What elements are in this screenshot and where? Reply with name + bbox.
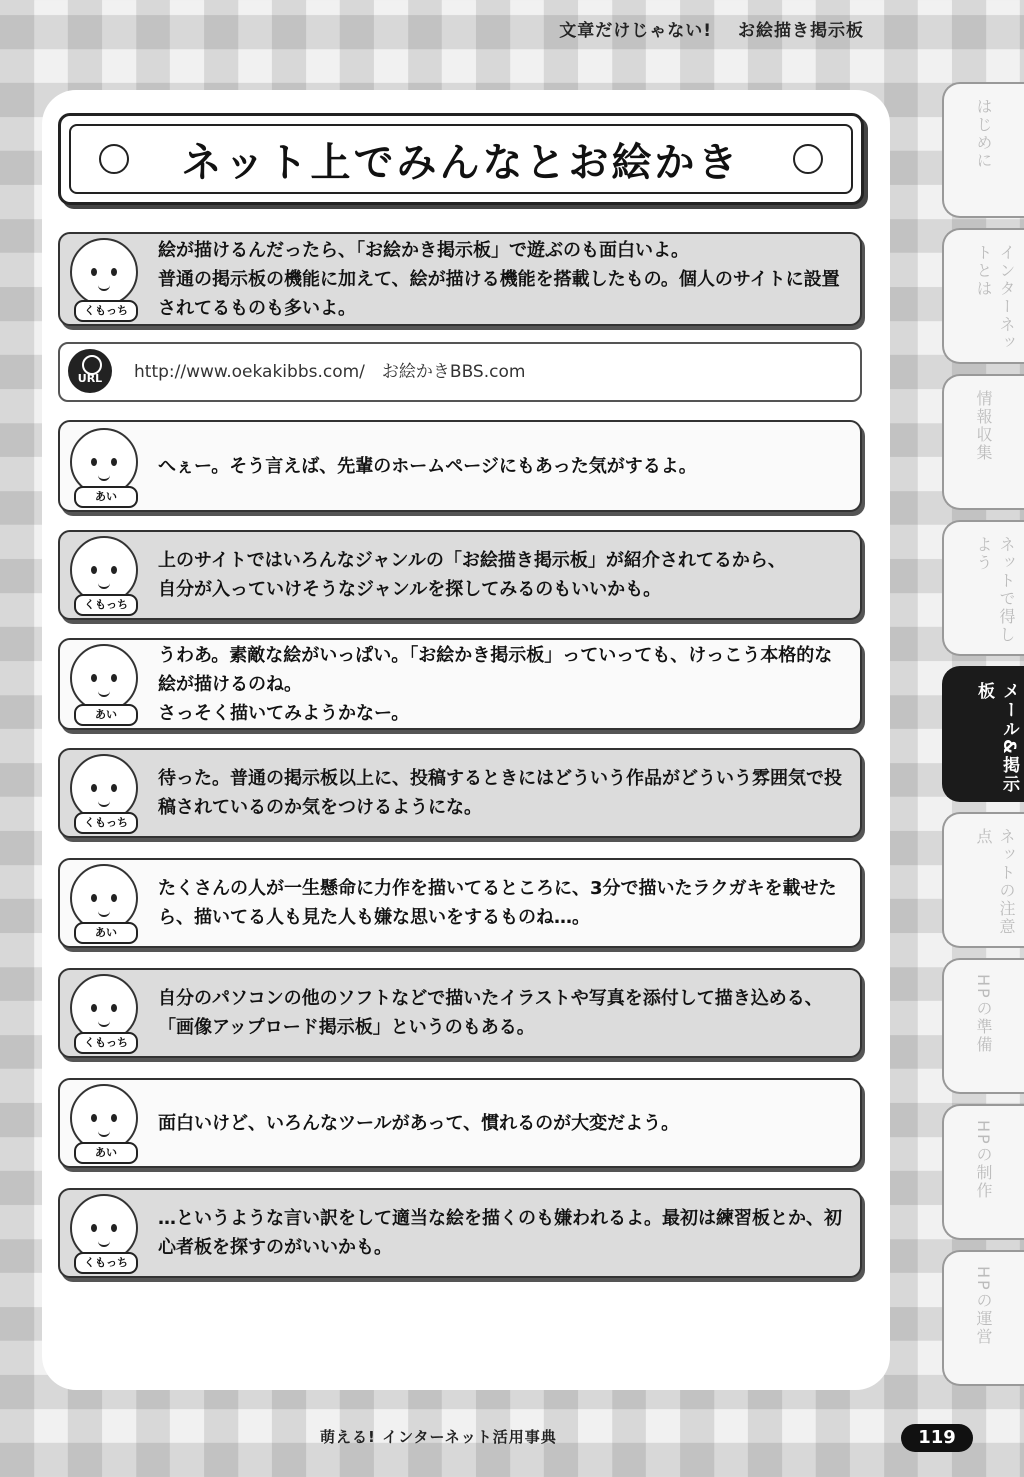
dialog-text: へぇー。そう言えば、先輩のホームページにもあった気がするよ。 bbox=[158, 455, 697, 477]
dialog-text: 待った。普通の掲示板以上に、投稿するときにはどういう作品がどういう雰囲気で投稿されているのか気をつけるようにな。 bbox=[158, 768, 842, 818]
tab-info-gathering[interactable]: 情報収集 bbox=[942, 374, 1024, 510]
dialog-bubble bbox=[58, 968, 862, 1058]
running-header bbox=[559, 16, 864, 41]
dialog-bubble bbox=[58, 638, 862, 730]
speaker-tag: あい bbox=[74, 922, 138, 944]
speaker-tag: くもっち bbox=[74, 594, 138, 616]
dialog-text: 上のサイトではいろんなジャンルの「お絵描き掲示板」が紹介されてるから、 自分が入っていけそうなジャンルを探してみるのもいいかも。 bbox=[158, 550, 786, 600]
kumocchi-avatar-icon bbox=[70, 238, 138, 306]
title-frame bbox=[58, 113, 864, 205]
dialog-bubble bbox=[58, 530, 862, 620]
speaker-tag: くもっち bbox=[74, 300, 138, 322]
ring-decoration-icon bbox=[99, 144, 129, 174]
tab-cautions[interactable]: ネットの注意点 bbox=[942, 812, 1024, 948]
dialog-text: 面白いけど、いろんなツールがあって、慣れるのが大変だよう。 bbox=[158, 1112, 680, 1134]
speaker-tag: あい bbox=[74, 1142, 138, 1164]
ai-avatar-icon bbox=[70, 644, 138, 712]
globe-url-icon: URL bbox=[68, 349, 112, 393]
tab-hajimeni[interactable]: はじめに bbox=[942, 82, 1024, 218]
tab-internet[interactable]: インターネットとは bbox=[942, 228, 1024, 364]
tab-hp-management[interactable]: HPの運営 bbox=[942, 1250, 1024, 1386]
dialog-text: うわあ。素敵な絵がいっぱい。「お絵かき掲示板」っていっても、けっこう本格的な絵が描けるのね。 さっそく描いてみようかなー。 bbox=[158, 644, 833, 724]
dialog-bubble bbox=[58, 858, 862, 948]
ring-decoration-icon bbox=[793, 144, 823, 174]
chapter-title: 文章だけじゃない! bbox=[559, 21, 712, 41]
dialog-bubble bbox=[58, 232, 862, 326]
dialog-bubble bbox=[58, 420, 862, 512]
tab-hp-production[interactable]: HPの制作 bbox=[942, 1104, 1024, 1240]
tab-hp-prep[interactable]: HPの準備 bbox=[942, 958, 1024, 1094]
dialog-text: たくさんの人が一生懸命に力作を描いてるところに、3分で描いたラクガキを載せたら、描いてる人も見た人も嫌な思いをするものね…。 bbox=[158, 878, 837, 928]
tab-savings[interactable]: ネットで得しよう bbox=[942, 520, 1024, 656]
dialog-text: 絵が描けるんだったら、「お絵かき掲示板」で遊ぶのも面白いよ。 普通の掲示板の機能に加えて、絵が描ける機能を搭載したもの。個人のサイトに設置されてるものも多いよ。 bbox=[158, 239, 840, 319]
dialog-bubble bbox=[58, 1078, 862, 1168]
page-title: ネット上でみんなとお絵かき bbox=[181, 139, 741, 186]
tab-mail-bbs[interactable]: メール&掲示板 bbox=[942, 666, 1024, 802]
dialog-text: 自分のパソコンの他のソフトなどで描いたイラストや写真を添付して描き込める、「画像アップロード掲示板」というのもある。 bbox=[158, 988, 823, 1038]
section-title: お絵描き掲示板 bbox=[738, 21, 864, 41]
url-reference bbox=[58, 342, 862, 402]
speaker-tag: くもっち bbox=[74, 812, 138, 834]
dialog-text: …というような言い訳をして適当な絵を描くのも嫌われるよ。最初は練習板とか、初心者板を探すのがいいかも。 bbox=[158, 1208, 842, 1258]
dialog-bubble bbox=[58, 1188, 862, 1278]
speaker-tag: あい bbox=[74, 704, 138, 726]
speaker-tag: くもっち bbox=[74, 1032, 138, 1054]
speaker-tag: あい bbox=[74, 486, 138, 508]
dialog-bubble bbox=[58, 748, 862, 838]
book-title: 萌える! インターネット活用事典 bbox=[320, 1428, 557, 1446]
page-number: 119 bbox=[901, 1424, 973, 1452]
url-link[interactable]: http://www.oekakibbs.com/ お絵かきBBS.com bbox=[134, 362, 526, 382]
speaker-tag: くもっち bbox=[74, 1252, 138, 1274]
